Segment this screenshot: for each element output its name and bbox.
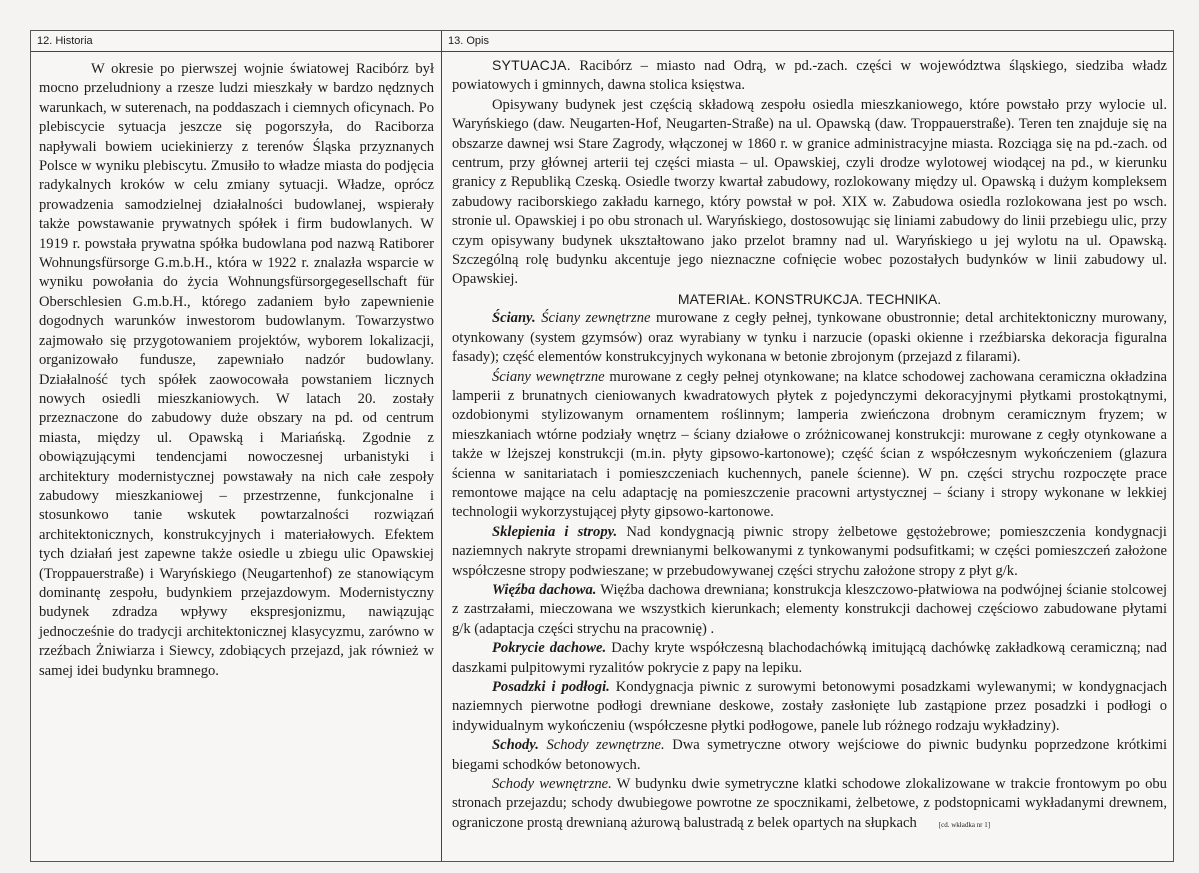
vaults-paragraph (452, 523, 1167, 581)
walls-interior-label: Ściany wewnętrzne (492, 368, 605, 385)
roofing-text: Dachy kryte współczesną blachodachówką imitującą dachówkę zakładkową ceramiczną; nad daszkami pulpitowymi ryzalitów pokrycie z papy na lepiku. (452, 640, 1167, 676)
description-text (452, 56, 1167, 835)
history-text (39, 60, 434, 681)
walls-exterior-text: murowane z cegły pełnej, tynkowane obustronnie; detal architektoniczny murowany, otynkowany (system gzymsów) oraz wyrabiany w tynku i narzucie (opaski okienne i rzeźbiarska dekoracja figuralna fasady); część elementów konstrukcyjnych wykonana w betonie zbrojonym (przejazd z filarami). (452, 310, 1168, 366)
building-description-paragraph: Opisywany budynek jest częścią składową zespołu osiedla mieszkaniowego, które powstało przy wylocie ul. Waryńskiego (daw. Neugarten-Hof, Neugarten-Straße) na ul. Opawską (daw. Troppauerstraße). Teren ten znajduje się na obszarze dawnej wsi Stare Zagrody, włączonej w 1860 r. w granice administracyjne miasta. Rozciąga się na pd.-zach. od centrum, przy głównej arterii tej części miasta – ul. Opawskiej, czyli drodze wylotowej wiodącej na pd., w kierunku granicy z Republiką Czeską. Osiedle tworzy kwartał zabudowy, rozlokowany między ul. Opawską i dużym kompleksem zabudowy raciborskiego zakładu karnego, który powstał w poł. XIX w. Zabudowa osiedla rozlokowana jest po wsch. stronie ul. Opawskiej i po obu stronach ul. Waryńskiego, dostosowując się liniami zabudowy do linii przebiegu ulic, przy czym opisywany budynek ukształtowano jako przelot bramny nad ul. Waryńskiego u jej wylotu na ul. Opawską. Szczególną rolę budynku akcentuje jego nieznaczne cofnięcie wobec pozostałych budynków w linii zabudowy ul. Opawskiej. (452, 96, 1167, 288)
floors-paragraph (452, 678, 1167, 736)
roof-truss-label: Więźba dachowa. (492, 581, 597, 598)
vaults-text: Nad kondygnacją piwnic stropy żelbetowe gęstożebrowe; pomieszczenia kondygnacji naziemnych nakryte stropami drewnianymi belkowanymi z tynkowanymi podsufitkami; w części pomieszczeń założone współczesne stropy podwieszane; w przebudowywanej części strychu założone stropy z płyt g/k. (452, 523, 1167, 579)
record-card-sheet (30, 30, 1174, 862)
walls-exterior-label: Ściany zewnętrzne (541, 310, 651, 327)
roof-truss-paragraph (452, 581, 1167, 639)
walls-label: Ściany. (492, 310, 536, 327)
stairs-interior-label: Schody wewnętrzne. (492, 776, 612, 793)
stairs-interior-text: W budynku dwie symetryczne klatki schodowe zlokalizowane w trakcie frontowym po obu stronach przejazdu; schody dwubiegowe powrotne ze spocznikami, żelbetowe, z podstopnicami wykładanymi drewnem, ograniczone prostą drewnianą ażurową balustradą z belek opartych na słupkach (452, 776, 1167, 831)
vaults-label: Sklepienia i stropy. (492, 523, 618, 540)
history-header: 12. Historia (31, 31, 441, 52)
situation-text: Racibórz – miasto nad Odrą, w pd.-zach. części w województwa śląskiego, siedziba władz powiatowych i gminnych, dawna stolica księstwa. (452, 58, 1167, 94)
floors-text: Kondygnacja piwnic z surowymi betonowymi posadzkami wylewanymi; w kondygnacjach naziemnych pierwotne podłogi drewniane deskowe, zostały zasłonięte lub zastąpione przez posadzki i podłogi o indywidualnym wykończeniu (współczesne płytki podłogowe, panele lub różnego rodzaju wykładziny). (452, 679, 1167, 734)
stairs-label: Schody. (492, 737, 539, 754)
stairs-exterior-text: Dwa symetryczne otwory wejściowe do piwnic budynku poprzedzone krótkimi biegami schodków betonowych. (452, 737, 1167, 773)
stairs-exterior-label: Schody zewnętrzne. (546, 737, 665, 754)
floors-label: Posadzki i podłogi. (492, 679, 610, 695)
stairs-exterior-paragraph (452, 736, 1167, 775)
history-column (31, 31, 441, 861)
stairs-interior-paragraph (452, 775, 1167, 835)
walls-exterior-paragraph (452, 309, 1167, 367)
walls-interior-text: murowane z cegły pełnej otynkowane; na klatce schodowej zachowana ceramiczna okładzina lamperii z brunatnych cieniowanych kwadratowych płytek z pojedynczymi dekoracyjnymi płytkami prostokątnymi, ozdobionymi stylizowanym ornamentem roślinnym; lamperia zwieńczona drobnym ceramicznym fryzem; w mieszkaniach wtórne podziały wnętrz – ściany działowe o zróżnicowanej konstrukcji: murowane z cegły otynkowane a także w lżejszej konstrukcji (m.in. płyty gipsowo-kartonowe); część ścian z współczesnym wykończeniem (glazura ścienna w sanitariatach i pomieszczeniach kuchennych, panele ścienne). W pn. części strychu rozpoczęte prace remontowe mające na celu adaptację na pomieszczenie pracowni artystycznej – ściany i stropy wykonane w lekkiej technologii wykorzystującej płyty gipsowo-kartonowe. (452, 368, 1167, 521)
description-column (442, 31, 1173, 861)
materials-section-header: MATERIAŁ. KONSTRUKCJA. TECHNIKA. (677, 290, 942, 307)
walls-interior-paragraph (452, 368, 1167, 523)
roofing-paragraph (452, 639, 1167, 678)
history-paragraph: W okresie po pierwszej wojnie światowej Racibórz był mocno przeludniony a rzesze ludzi mieszkały w bardzo nędznych warunkach, w suterenach, na poddaszach i ciemnych oficynach. Po plebiscycie sytuacja jeszcze się pogorszyła, do Raciborza napływali bowiem uciekinierzy z terenów Śląska przyznanych Polsce w wyniku plebiscytu. Zmusiło to władze miasta do podjęcia radykalnych kroków w celu zmiany sytuacji. Władze, oprócz prowadzenia samodzielnej działalności budowlanej, wspierały także powstawanie prywatnych spółek i firm budowlanych. W 1919 r. powstała prywatna spółka budowlana pod nazwą Ratiborer Wohnungsfürsorge G.m.b.H., która w 1922 r. znalazła wsparcie w wyniku powołania do życia Wohnungsfürsorgegesellschaft für Oberschlesien G.m.b.H., którego zadaniem było zapewnienie dogodnych warunków inwestorom budowlanym. Towarzystwo zajmowało się przygotowaniem projektów, wyborem lokalizacji, organizowało fundusze, zapewniało nadzór budowlany. Działalność tych spółek zaowocowała powstaniem licznych nowych osiedli mieszkaniowych. W latach 20. zostały przeznaczone do zabudowy duże obszary na pd. od centrum miasta, między ul. Opawską i Mariańską. Zgodnie z obowiązującymi tendencjami nowoczesnej urbanistyki i architektury modernistycznej powstawały na nich całe zespoły zabudowy mieszkaniowej – przestrzenne, funkcjonalne i stosunkowo tanie wskutek powtarzalności rozwiązań architektonicznych, konstrukcyjnych i materiałowych. Efektem tych działań jest zapewne także osiedle u zbiegu ulic Opawskiej (Troppauerstraße) i Waryńskiego (Neugartenhof) ze stanowiącym dominantę zespołu, budynkiem przejazdowym. Modernistyczny budynek zdradza wpływy ekspresjonizmu, nawiązując jednocześnie do tradycji architektonicznej klasycyzmu, zarówno w rzeźbach Żniwiarza i Siewcy, zdobiących przejazd, jak również w samej idei budynku bramnego. (39, 61, 434, 679)
roofing-label: Pokrycie dachowe. (492, 640, 607, 657)
situation-paragraph (452, 56, 1167, 96)
situation-label: SYTUACJA. (492, 57, 571, 73)
roof-truss-text: Więźba dachowa drewniana; konstrukcja kleszczowo-płatwiowa na podwójnej ścianie stolcowej z zastrzałami, mieczowana we wszystkich kierunkach; elementy konstrukcji dachowej częściowo zabudowane płytami g/k (adaptacja części strychu na pracownię) . (452, 581, 1168, 637)
continuation-footnote: [cd. wkładka nr 1] (938, 820, 991, 829)
description-header: 13. Opis (442, 31, 1173, 52)
